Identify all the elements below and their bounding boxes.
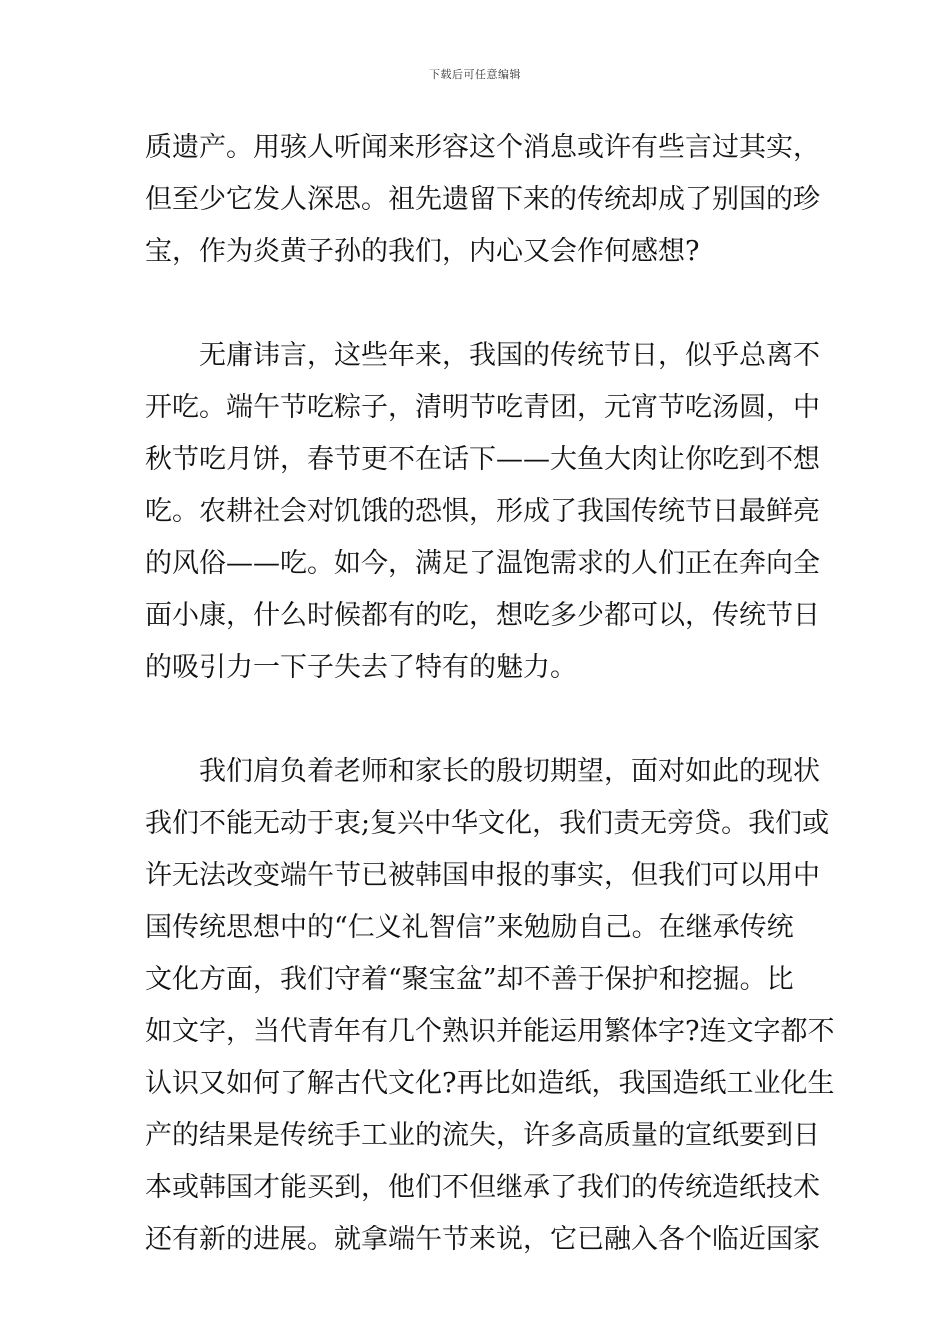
text-line: 秋节吃月饼，春节更不在话下——大鱼大肉让你吃到不想 <box>145 444 820 475</box>
text-line: 国传统思想中的“仁义礼智信”来勉励自己。在继承传统 <box>145 912 794 943</box>
document-body <box>145 122 835 1266</box>
text-line: 认识又如何了解古代文化?再比如造纸，我国造纸工业化生 <box>145 1068 835 1099</box>
text-line: 本或韩国才能买到，他们不但继承了我们的传统造纸技术 <box>145 1172 820 1203</box>
text-line: 的风俗——吃。如今，满足了温饱需求的人们正在奔向全 <box>145 548 820 579</box>
text-line: 的吸引力一下子失去了特有的魅力。 <box>145 652 577 683</box>
paragraph <box>145 746 835 1266</box>
text-line: 我们肩负着老师和家长的殷切期望，面对如此的现状 <box>199 756 820 787</box>
paragraph-spacer <box>145 694 807 746</box>
text-line: 产的结果是传统手工业的流失，许多高质量的宣纸要到日 <box>145 1120 820 1151</box>
text-line: 无庸讳言，这些年来，我国的传统节日，似乎总离不 <box>199 340 820 371</box>
text-line: 宝，作为炎黄子孙的我们，内心又会作何感想? <box>145 236 700 267</box>
text-line: 我们不能无动于衷;复兴中华文化，我们责无旁贷。我们或 <box>145 808 830 839</box>
page-header: 下载后可任意编辑 <box>429 68 521 81</box>
text-line: 还有新的进展。就拿端午节来说，它已融入各个临近国家 <box>145 1224 820 1255</box>
text-line: 面小康，什么时候都有的吃，想吃多少都可以，传统节日 <box>145 600 820 631</box>
text-line: 质遗产。用骇人听闻来形容这个消息或许有些言过其实， <box>145 132 820 163</box>
paragraph-spacer <box>145 278 807 330</box>
text-line: 许无法改变端午节已被韩国申报的事实，但我们可以用中 <box>145 860 820 891</box>
text-line: 吃。农耕社会对饥饿的恐惧，形成了我国传统节日最鲜亮 <box>145 496 820 527</box>
paragraph <box>145 330 820 694</box>
text-line: 如文字，当代青年有几个熟识并能运用繁体字?连文字都不 <box>145 1016 835 1047</box>
text-line: 开吃。端午节吃粽子，清明节吃青团，元宵节吃汤圆，中 <box>145 392 820 423</box>
text-line: 但至少它发人深思。祖先遗留下来的传统却成了别国的珍 <box>145 184 820 215</box>
paragraph <box>145 122 820 278</box>
text-line: 文化方面，我们守着“聚宝盆”却不善于保护和挖掘。比 <box>145 964 794 995</box>
